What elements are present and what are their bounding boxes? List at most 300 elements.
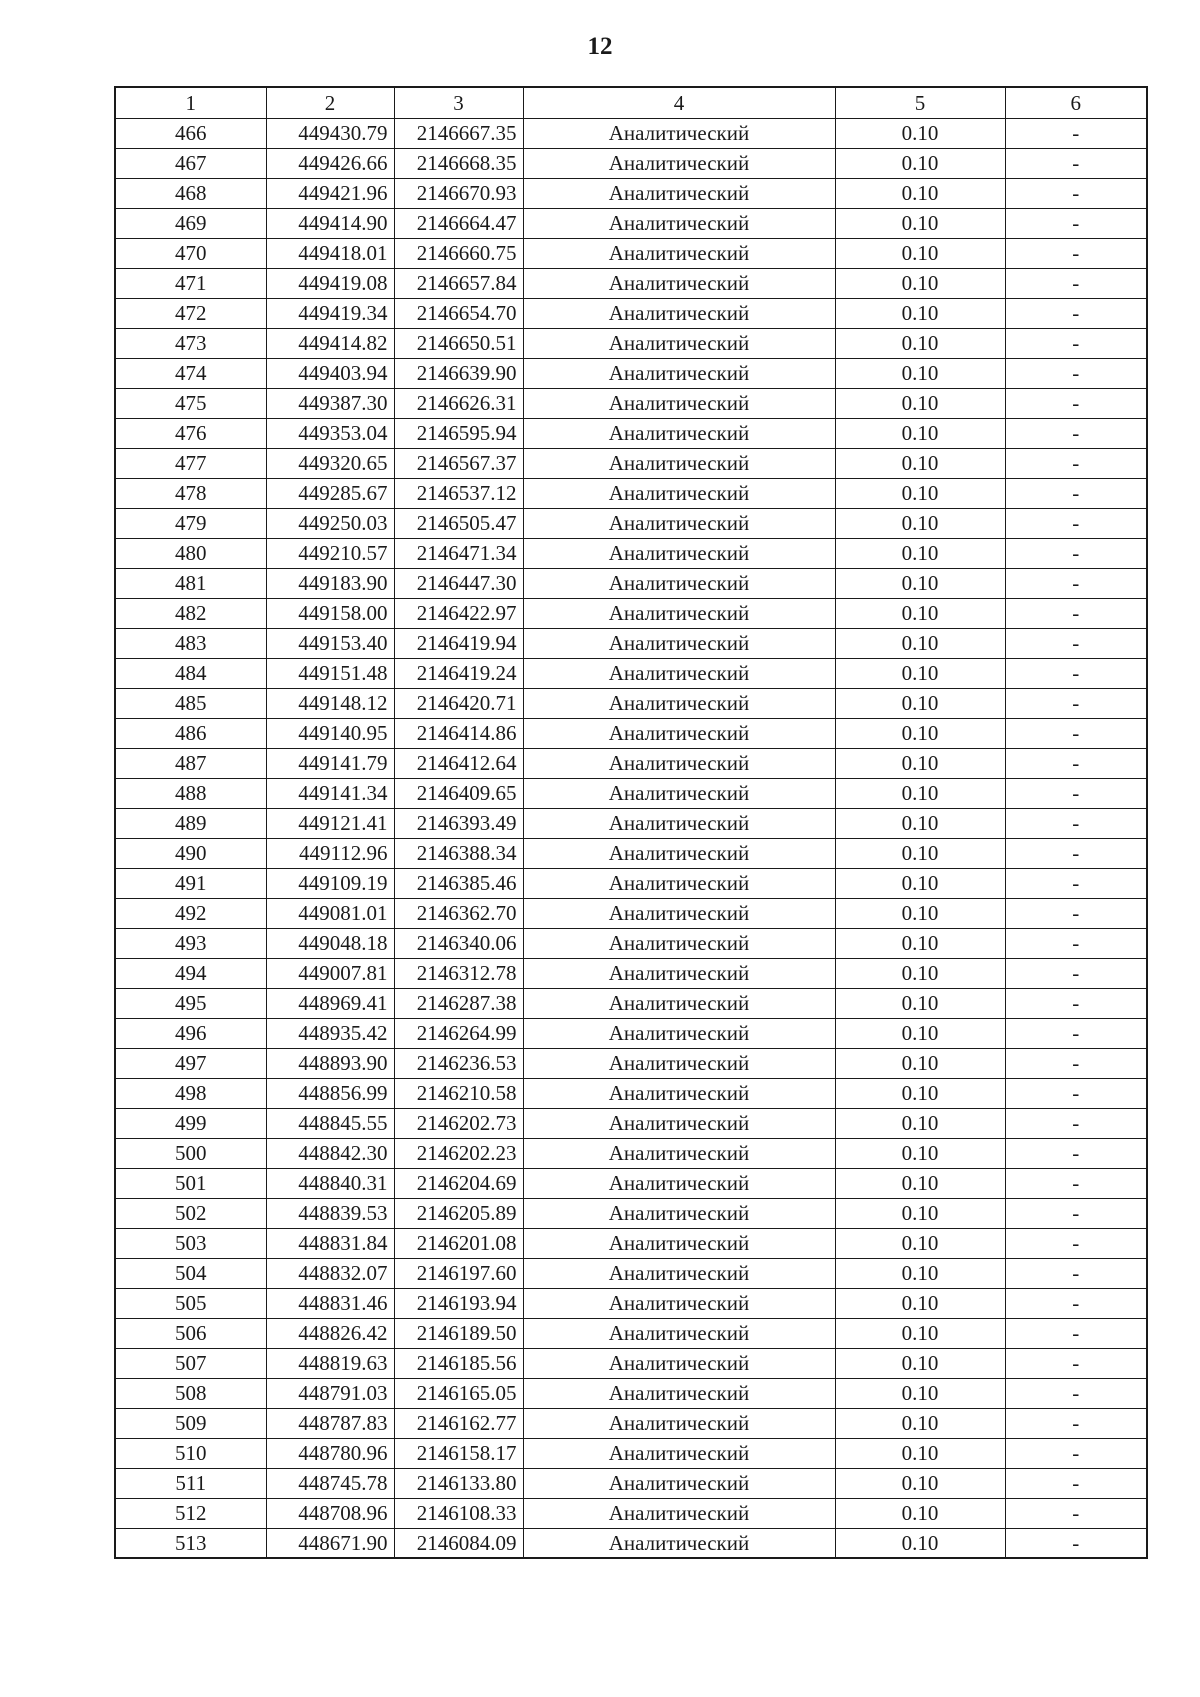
table-row bbox=[115, 1438, 1147, 1468]
method-cell: Аналитический bbox=[523, 1528, 835, 1558]
point-number-cell: 472 bbox=[115, 298, 266, 328]
x-coordinate-cell: 449140.95 bbox=[266, 718, 394, 748]
table-row bbox=[115, 118, 1147, 148]
method-cell: Аналитический bbox=[523, 1168, 835, 1198]
x-coordinate-cell: 449007.81 bbox=[266, 958, 394, 988]
x-coordinate-cell: 448671.90 bbox=[266, 1528, 394, 1558]
note-cell: - bbox=[1005, 1198, 1147, 1228]
table-row bbox=[115, 928, 1147, 958]
accuracy-cell: 0.10 bbox=[835, 778, 1005, 808]
y-coordinate-cell: 2146204.69 bbox=[394, 1168, 523, 1198]
note-cell: - bbox=[1005, 1138, 1147, 1168]
method-cell: Аналитический bbox=[523, 1438, 835, 1468]
point-number-cell: 488 bbox=[115, 778, 266, 808]
table-row bbox=[115, 418, 1147, 448]
accuracy-cell: 0.10 bbox=[835, 1498, 1005, 1528]
method-cell: Аналитический bbox=[523, 118, 835, 148]
method-cell: Аналитический bbox=[523, 1378, 835, 1408]
y-coordinate-cell: 2146362.70 bbox=[394, 898, 523, 928]
point-number-cell: 507 bbox=[115, 1348, 266, 1378]
method-cell: Аналитический bbox=[523, 1078, 835, 1108]
y-coordinate-cell: 2146340.06 bbox=[394, 928, 523, 958]
y-coordinate-cell: 2146388.34 bbox=[394, 838, 523, 868]
method-cell: Аналитический bbox=[523, 538, 835, 568]
point-number-cell: 466 bbox=[115, 118, 266, 148]
method-cell: Аналитический bbox=[523, 928, 835, 958]
table-row bbox=[115, 1288, 1147, 1318]
x-coordinate-cell: 449210.57 bbox=[266, 538, 394, 568]
point-number-cell: 487 bbox=[115, 748, 266, 778]
note-cell: - bbox=[1005, 958, 1147, 988]
x-coordinate-cell: 449419.34 bbox=[266, 298, 394, 328]
method-cell: Аналитический bbox=[523, 178, 835, 208]
y-coordinate-cell: 2146660.75 bbox=[394, 238, 523, 268]
y-coordinate-cell: 2146165.05 bbox=[394, 1378, 523, 1408]
method-cell: Аналитический bbox=[523, 598, 835, 628]
accuracy-cell: 0.10 bbox=[835, 1438, 1005, 1468]
accuracy-cell: 0.10 bbox=[835, 1198, 1005, 1228]
method-cell: Аналитический bbox=[523, 898, 835, 928]
accuracy-cell: 0.10 bbox=[835, 298, 1005, 328]
y-coordinate-cell: 2146201.08 bbox=[394, 1228, 523, 1258]
note-cell: - bbox=[1005, 838, 1147, 868]
note-cell: - bbox=[1005, 1438, 1147, 1468]
table-row bbox=[115, 1378, 1147, 1408]
y-coordinate-cell: 2146409.65 bbox=[394, 778, 523, 808]
accuracy-cell: 0.10 bbox=[835, 178, 1005, 208]
note-cell: - bbox=[1005, 988, 1147, 1018]
table-row bbox=[115, 538, 1147, 568]
x-coordinate-cell: 448842.30 bbox=[266, 1138, 394, 1168]
column-header: 6 bbox=[1005, 87, 1147, 118]
note-cell: - bbox=[1005, 808, 1147, 838]
note-cell: - bbox=[1005, 238, 1147, 268]
point-number-cell: 499 bbox=[115, 1108, 266, 1138]
y-coordinate-cell: 2146264.99 bbox=[394, 1018, 523, 1048]
note-cell: - bbox=[1005, 1408, 1147, 1438]
table-row bbox=[115, 1018, 1147, 1048]
accuracy-cell: 0.10 bbox=[835, 1018, 1005, 1048]
point-number-cell: 508 bbox=[115, 1378, 266, 1408]
table-row bbox=[115, 388, 1147, 418]
table-row bbox=[115, 1048, 1147, 1078]
table-row bbox=[115, 478, 1147, 508]
accuracy-cell: 0.10 bbox=[835, 448, 1005, 478]
accuracy-cell: 0.10 bbox=[835, 958, 1005, 988]
y-coordinate-cell: 2146158.17 bbox=[394, 1438, 523, 1468]
note-cell: - bbox=[1005, 178, 1147, 208]
table-row bbox=[115, 1468, 1147, 1498]
method-cell: Аналитический bbox=[523, 1318, 835, 1348]
table-row bbox=[115, 508, 1147, 538]
y-coordinate-cell: 2146595.94 bbox=[394, 418, 523, 448]
accuracy-cell: 0.10 bbox=[835, 1168, 1005, 1198]
note-cell: - bbox=[1005, 898, 1147, 928]
y-coordinate-cell: 2146537.12 bbox=[394, 478, 523, 508]
accuracy-cell: 0.10 bbox=[835, 1048, 1005, 1078]
accuracy-cell: 0.10 bbox=[835, 358, 1005, 388]
point-number-cell: 500 bbox=[115, 1138, 266, 1168]
x-coordinate-cell: 449426.66 bbox=[266, 148, 394, 178]
method-cell: Аналитический bbox=[523, 958, 835, 988]
table-row bbox=[115, 778, 1147, 808]
table-row bbox=[115, 1258, 1147, 1288]
accuracy-cell: 0.10 bbox=[835, 118, 1005, 148]
table-row bbox=[115, 1138, 1147, 1168]
y-coordinate-cell: 2146162.77 bbox=[394, 1408, 523, 1438]
x-coordinate-cell: 449183.90 bbox=[266, 568, 394, 598]
point-number-cell: 485 bbox=[115, 688, 266, 718]
point-number-cell: 476 bbox=[115, 418, 266, 448]
y-coordinate-cell: 2146420.71 bbox=[394, 688, 523, 718]
method-cell: Аналитический bbox=[523, 1348, 835, 1378]
x-coordinate-cell: 449285.67 bbox=[266, 478, 394, 508]
x-coordinate-cell: 449250.03 bbox=[266, 508, 394, 538]
note-cell: - bbox=[1005, 208, 1147, 238]
point-number-cell: 474 bbox=[115, 358, 266, 388]
note-cell: - bbox=[1005, 448, 1147, 478]
point-number-cell: 486 bbox=[115, 718, 266, 748]
note-cell: - bbox=[1005, 1228, 1147, 1258]
point-number-cell: 501 bbox=[115, 1168, 266, 1198]
point-number-cell: 510 bbox=[115, 1438, 266, 1468]
x-coordinate-cell: 449418.01 bbox=[266, 238, 394, 268]
method-cell: Аналитический bbox=[523, 388, 835, 418]
y-coordinate-cell: 2146189.50 bbox=[394, 1318, 523, 1348]
x-coordinate-cell: 449353.04 bbox=[266, 418, 394, 448]
point-number-cell: 502 bbox=[115, 1198, 266, 1228]
accuracy-cell: 0.10 bbox=[835, 988, 1005, 1018]
x-coordinate-cell: 448745.78 bbox=[266, 1468, 394, 1498]
method-cell: Аналитический bbox=[523, 748, 835, 778]
method-cell: Аналитический bbox=[523, 718, 835, 748]
table-row bbox=[115, 1318, 1147, 1348]
method-cell: Аналитический bbox=[523, 658, 835, 688]
y-coordinate-cell: 2146422.97 bbox=[394, 598, 523, 628]
table-row bbox=[115, 898, 1147, 928]
note-cell: - bbox=[1005, 298, 1147, 328]
x-coordinate-cell: 449387.30 bbox=[266, 388, 394, 418]
note-cell: - bbox=[1005, 568, 1147, 598]
table-row bbox=[115, 598, 1147, 628]
table-header-row bbox=[115, 87, 1147, 118]
y-coordinate-cell: 2146639.90 bbox=[394, 358, 523, 388]
table-body bbox=[115, 118, 1147, 1558]
method-cell: Аналитический bbox=[523, 1198, 835, 1228]
note-cell: - bbox=[1005, 538, 1147, 568]
note-cell: - bbox=[1005, 1258, 1147, 1288]
accuracy-cell: 0.10 bbox=[835, 808, 1005, 838]
accuracy-cell: 0.10 bbox=[835, 148, 1005, 178]
accuracy-cell: 0.10 bbox=[835, 268, 1005, 298]
accuracy-cell: 0.10 bbox=[835, 1078, 1005, 1108]
y-coordinate-cell: 2146414.86 bbox=[394, 718, 523, 748]
method-cell: Аналитический bbox=[523, 838, 835, 868]
note-cell: - bbox=[1005, 778, 1147, 808]
y-coordinate-cell: 2146657.84 bbox=[394, 268, 523, 298]
table-row bbox=[115, 808, 1147, 838]
table-row bbox=[115, 1528, 1147, 1558]
method-cell: Аналитический bbox=[523, 1258, 835, 1288]
point-number-cell: 470 bbox=[115, 238, 266, 268]
point-number-cell: 509 bbox=[115, 1408, 266, 1438]
point-number-cell: 503 bbox=[115, 1228, 266, 1258]
note-cell: - bbox=[1005, 1378, 1147, 1408]
x-coordinate-cell: 448840.31 bbox=[266, 1168, 394, 1198]
x-coordinate-cell: 449153.40 bbox=[266, 628, 394, 658]
method-cell: Аналитический bbox=[523, 328, 835, 358]
accuracy-cell: 0.10 bbox=[835, 1108, 1005, 1138]
x-coordinate-cell: 448826.42 bbox=[266, 1318, 394, 1348]
y-coordinate-cell: 2146664.47 bbox=[394, 208, 523, 238]
point-number-cell: 480 bbox=[115, 538, 266, 568]
accuracy-cell: 0.10 bbox=[835, 328, 1005, 358]
note-cell: - bbox=[1005, 1468, 1147, 1498]
point-number-cell: 511 bbox=[115, 1468, 266, 1498]
table-row bbox=[115, 448, 1147, 478]
x-coordinate-cell: 449081.01 bbox=[266, 898, 394, 928]
point-number-cell: 512 bbox=[115, 1498, 266, 1528]
note-cell: - bbox=[1005, 1288, 1147, 1318]
method-cell: Аналитический bbox=[523, 1498, 835, 1528]
point-number-cell: 496 bbox=[115, 1018, 266, 1048]
method-cell: Аналитический bbox=[523, 688, 835, 718]
note-cell: - bbox=[1005, 508, 1147, 538]
accuracy-cell: 0.10 bbox=[835, 628, 1005, 658]
y-coordinate-cell: 2146471.34 bbox=[394, 538, 523, 568]
note-cell: - bbox=[1005, 268, 1147, 298]
table-row bbox=[115, 328, 1147, 358]
point-number-cell: 482 bbox=[115, 598, 266, 628]
x-coordinate-cell: 448831.46 bbox=[266, 1288, 394, 1318]
x-coordinate-cell: 448969.41 bbox=[266, 988, 394, 1018]
note-cell: - bbox=[1005, 478, 1147, 508]
table-row bbox=[115, 1228, 1147, 1258]
note-cell: - bbox=[1005, 688, 1147, 718]
table-row bbox=[115, 298, 1147, 328]
y-coordinate-cell: 2146202.23 bbox=[394, 1138, 523, 1168]
accuracy-cell: 0.10 bbox=[835, 1288, 1005, 1318]
method-cell: Аналитический bbox=[523, 628, 835, 658]
point-number-cell: 484 bbox=[115, 658, 266, 688]
x-coordinate-cell: 448819.63 bbox=[266, 1348, 394, 1378]
point-number-cell: 495 bbox=[115, 988, 266, 1018]
method-cell: Аналитический bbox=[523, 298, 835, 328]
table-row bbox=[115, 1408, 1147, 1438]
note-cell: - bbox=[1005, 748, 1147, 778]
table-row bbox=[115, 1198, 1147, 1228]
method-cell: Аналитический bbox=[523, 358, 835, 388]
method-cell: Аналитический bbox=[523, 148, 835, 178]
method-cell: Аналитический bbox=[523, 1018, 835, 1048]
y-coordinate-cell: 2146650.51 bbox=[394, 328, 523, 358]
accuracy-cell: 0.10 bbox=[835, 508, 1005, 538]
method-cell: Аналитический bbox=[523, 478, 835, 508]
point-number-cell: 481 bbox=[115, 568, 266, 598]
x-coordinate-cell: 449148.12 bbox=[266, 688, 394, 718]
table-row bbox=[115, 718, 1147, 748]
table-row bbox=[115, 238, 1147, 268]
note-cell: - bbox=[1005, 1348, 1147, 1378]
note-cell: - bbox=[1005, 598, 1147, 628]
table-row bbox=[115, 838, 1147, 868]
method-cell: Аналитический bbox=[523, 508, 835, 538]
accuracy-cell: 0.10 bbox=[835, 1378, 1005, 1408]
x-coordinate-cell: 449158.00 bbox=[266, 598, 394, 628]
table-row bbox=[115, 658, 1147, 688]
table-row bbox=[115, 628, 1147, 658]
point-number-cell: 498 bbox=[115, 1078, 266, 1108]
accuracy-cell: 0.10 bbox=[835, 1348, 1005, 1378]
x-coordinate-cell: 448832.07 bbox=[266, 1258, 394, 1288]
note-cell: - bbox=[1005, 328, 1147, 358]
point-number-cell: 483 bbox=[115, 628, 266, 658]
x-coordinate-cell: 449048.18 bbox=[266, 928, 394, 958]
y-coordinate-cell: 2146385.46 bbox=[394, 868, 523, 898]
table-row bbox=[115, 178, 1147, 208]
y-coordinate-cell: 2146668.35 bbox=[394, 148, 523, 178]
note-cell: - bbox=[1005, 1048, 1147, 1078]
table-row bbox=[115, 688, 1147, 718]
note-cell: - bbox=[1005, 148, 1147, 178]
point-number-cell: 491 bbox=[115, 868, 266, 898]
table-row bbox=[115, 268, 1147, 298]
y-coordinate-cell: 2146210.58 bbox=[394, 1078, 523, 1108]
note-cell: - bbox=[1005, 658, 1147, 688]
note-cell: - bbox=[1005, 1108, 1147, 1138]
accuracy-cell: 0.10 bbox=[835, 928, 1005, 958]
point-number-cell: 492 bbox=[115, 898, 266, 928]
note-cell: - bbox=[1005, 358, 1147, 388]
table-row bbox=[115, 358, 1147, 388]
accuracy-cell: 0.10 bbox=[835, 568, 1005, 598]
point-number-cell: 490 bbox=[115, 838, 266, 868]
x-coordinate-cell: 449121.41 bbox=[266, 808, 394, 838]
method-cell: Аналитический bbox=[523, 1108, 835, 1138]
accuracy-cell: 0.10 bbox=[835, 388, 1005, 418]
point-number-cell: 505 bbox=[115, 1288, 266, 1318]
point-number-cell: 497 bbox=[115, 1048, 266, 1078]
table-row bbox=[115, 1108, 1147, 1138]
method-cell: Аналитический bbox=[523, 268, 835, 298]
note-cell: - bbox=[1005, 388, 1147, 418]
point-number-cell: 475 bbox=[115, 388, 266, 418]
note-cell: - bbox=[1005, 1078, 1147, 1108]
page-number: 12 bbox=[587, 33, 613, 60]
note-cell: - bbox=[1005, 118, 1147, 148]
x-coordinate-cell: 449414.82 bbox=[266, 328, 394, 358]
y-coordinate-cell: 2146567.37 bbox=[394, 448, 523, 478]
point-number-cell: 468 bbox=[115, 178, 266, 208]
method-cell: Аналитический bbox=[523, 208, 835, 238]
y-coordinate-cell: 2146626.31 bbox=[394, 388, 523, 418]
note-cell: - bbox=[1005, 928, 1147, 958]
y-coordinate-cell: 2146447.30 bbox=[394, 568, 523, 598]
note-cell: - bbox=[1005, 418, 1147, 448]
y-coordinate-cell: 2146670.93 bbox=[394, 178, 523, 208]
x-coordinate-cell: 448831.84 bbox=[266, 1228, 394, 1258]
note-cell: - bbox=[1005, 868, 1147, 898]
y-coordinate-cell: 2146133.80 bbox=[394, 1468, 523, 1498]
accuracy-cell: 0.10 bbox=[835, 598, 1005, 628]
y-coordinate-cell: 2146654.70 bbox=[394, 298, 523, 328]
table-row bbox=[115, 748, 1147, 778]
table-row bbox=[115, 958, 1147, 988]
point-number-cell: 489 bbox=[115, 808, 266, 838]
accuracy-cell: 0.10 bbox=[835, 898, 1005, 928]
point-number-cell: 494 bbox=[115, 958, 266, 988]
point-number-cell: 478 bbox=[115, 478, 266, 508]
accuracy-cell: 0.10 bbox=[835, 538, 1005, 568]
y-coordinate-cell: 2146312.78 bbox=[394, 958, 523, 988]
accuracy-cell: 0.10 bbox=[835, 1468, 1005, 1498]
accuracy-cell: 0.10 bbox=[835, 478, 1005, 508]
accuracy-cell: 0.10 bbox=[835, 238, 1005, 268]
table-row bbox=[115, 568, 1147, 598]
point-number-cell: 504 bbox=[115, 1258, 266, 1288]
accuracy-cell: 0.10 bbox=[835, 1228, 1005, 1258]
x-coordinate-cell: 449141.79 bbox=[266, 748, 394, 778]
point-number-cell: 506 bbox=[115, 1318, 266, 1348]
table-row bbox=[115, 148, 1147, 178]
y-coordinate-cell: 2146084.09 bbox=[394, 1528, 523, 1558]
accuracy-cell: 0.10 bbox=[835, 1528, 1005, 1558]
x-coordinate-cell: 448708.96 bbox=[266, 1498, 394, 1528]
point-number-cell: 513 bbox=[115, 1528, 266, 1558]
note-cell: - bbox=[1005, 718, 1147, 748]
method-cell: Аналитический bbox=[523, 568, 835, 598]
table-row bbox=[115, 208, 1147, 238]
x-coordinate-cell: 448791.03 bbox=[266, 1378, 394, 1408]
note-cell: - bbox=[1005, 1318, 1147, 1348]
coordinates-table bbox=[114, 86, 1148, 1559]
note-cell: - bbox=[1005, 1528, 1147, 1558]
method-cell: Аналитический bbox=[523, 988, 835, 1018]
method-cell: Аналитический bbox=[523, 1138, 835, 1168]
method-cell: Аналитический bbox=[523, 1048, 835, 1078]
column-header: 2 bbox=[266, 87, 394, 118]
note-cell: - bbox=[1005, 1498, 1147, 1528]
note-cell: - bbox=[1005, 1168, 1147, 1198]
point-number-cell: 493 bbox=[115, 928, 266, 958]
table-row bbox=[115, 1498, 1147, 1528]
point-number-cell: 477 bbox=[115, 448, 266, 478]
x-coordinate-cell: 449112.96 bbox=[266, 838, 394, 868]
y-coordinate-cell: 2146419.94 bbox=[394, 628, 523, 658]
accuracy-cell: 0.10 bbox=[835, 838, 1005, 868]
accuracy-cell: 0.10 bbox=[835, 688, 1005, 718]
column-header: 5 bbox=[835, 87, 1005, 118]
x-coordinate-cell: 448845.55 bbox=[266, 1108, 394, 1138]
table-row bbox=[115, 1168, 1147, 1198]
accuracy-cell: 0.10 bbox=[835, 418, 1005, 448]
point-number-cell: 479 bbox=[115, 508, 266, 538]
x-coordinate-cell: 449430.79 bbox=[266, 118, 394, 148]
point-number-cell: 471 bbox=[115, 268, 266, 298]
point-number-cell: 469 bbox=[115, 208, 266, 238]
x-coordinate-cell: 448893.90 bbox=[266, 1048, 394, 1078]
table-row bbox=[115, 1078, 1147, 1108]
table-row bbox=[115, 1348, 1147, 1378]
accuracy-cell: 0.10 bbox=[835, 718, 1005, 748]
method-cell: Аналитический bbox=[523, 1408, 835, 1438]
x-coordinate-cell: 448839.53 bbox=[266, 1198, 394, 1228]
column-header: 4 bbox=[523, 87, 835, 118]
y-coordinate-cell: 2146185.56 bbox=[394, 1348, 523, 1378]
method-cell: Аналитический bbox=[523, 868, 835, 898]
x-coordinate-cell: 448787.83 bbox=[266, 1408, 394, 1438]
x-coordinate-cell: 449141.34 bbox=[266, 778, 394, 808]
